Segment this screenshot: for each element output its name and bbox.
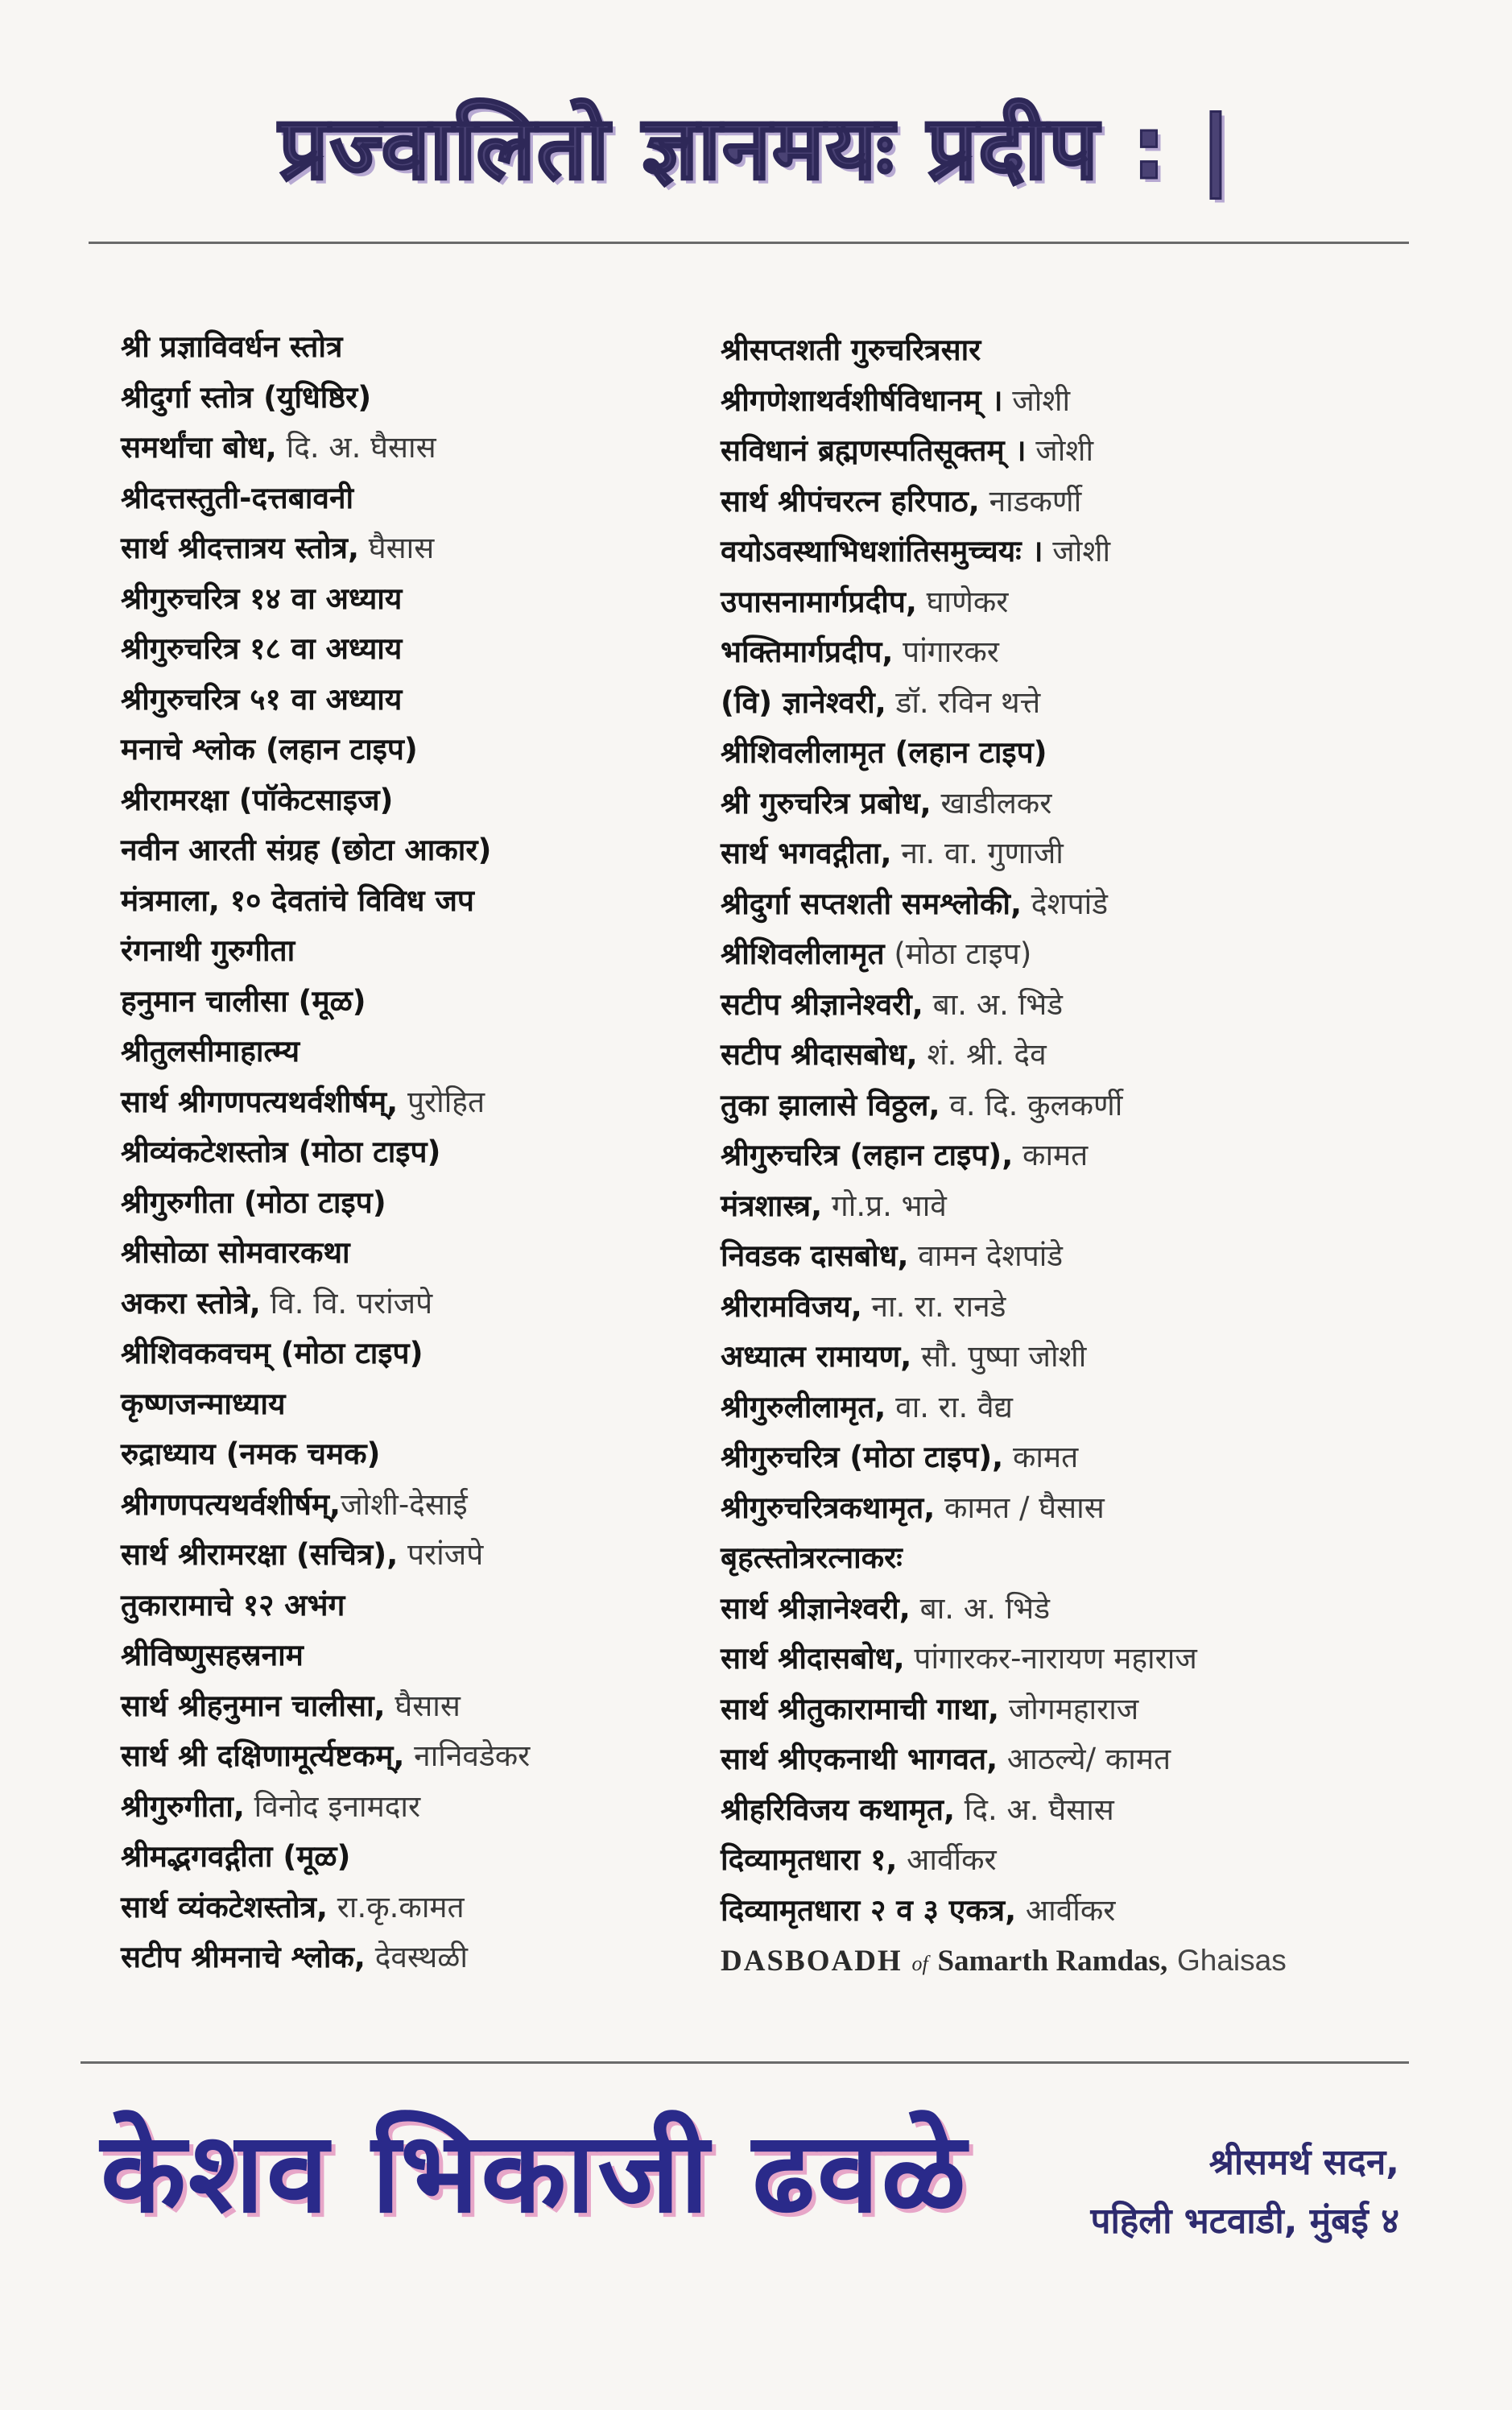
book-entry: [121, 825, 717, 876]
book-title: श्रीसप्तशती गुरुचरित्रसार: [721, 333, 981, 367]
book-author: पांगारकर-नारायण महाराज: [904, 1641, 1197, 1676]
book-title: श्रीव्यंकटेशस्तोत्र (मोठा टाइप): [121, 1135, 441, 1169]
book-entry: [721, 1734, 1445, 1785]
book-entry: [721, 1332, 1445, 1383]
book-entry: [121, 1379, 717, 1430]
book-entry: [121, 1228, 717, 1279]
book-title: बृहत्स्तोत्ररत्नाकरः: [721, 1540, 903, 1575]
book-author: शं. श्री. देव: [917, 1037, 1047, 1072]
book-title: सार्थ भगवद्गीता,: [721, 836, 892, 870]
book-author: (मोठा टाइप): [884, 936, 1032, 971]
book-title: सार्थ श्रीरामरक्षा (सचित्र),: [121, 1537, 399, 1572]
book-author: दि. अ. घैसास: [955, 1792, 1114, 1827]
book-author: ना. रा. रानडे: [861, 1288, 1006, 1324]
book-title: अध्यात्म रामायण,: [721, 1339, 912, 1374]
top-divider: [89, 242, 1409, 244]
book-entry: [121, 1631, 717, 1681]
book-title: श्रीतुलसीमाहात्म्य: [121, 1034, 300, 1069]
book-entry: [121, 322, 717, 373]
book-title: श्रीविष्णुसहस्रनाम: [121, 1638, 304, 1672]
book-title: भक्तिमार्गप्रदीप,: [721, 635, 894, 669]
book-entry: [721, 678, 1445, 729]
book-title: वयोऽवस्थाभिधशांतिसमुच्चयः ।: [721, 534, 1043, 568]
book-entry: [721, 1282, 1445, 1333]
book-entry: [121, 977, 717, 1027]
book-author: बा. अ. भिडे: [923, 986, 1064, 1022]
book-entry: [121, 523, 717, 574]
book-author: वामन देशपांडे: [908, 1238, 1064, 1273]
book-entry: [121, 775, 717, 826]
book-entry: [721, 779, 1445, 829]
book-entry: [721, 1533, 1445, 1584]
book-title: श्रीगुरुगीता (मोठा टाइप): [121, 1184, 386, 1220]
book-author: जोशी: [1043, 534, 1111, 568]
book-author: जोशी: [1026, 433, 1094, 468]
book-entry: [121, 1782, 717, 1833]
book-title: सार्थ श्रीदासबोध,: [721, 1641, 905, 1676]
bottom-divider: [81, 2061, 1409, 2064]
book-title: समर्थांचा बोध,: [121, 430, 277, 465]
book-author: वा. रा. वैद्य: [886, 1389, 1013, 1424]
book-entry: [121, 1681, 717, 1732]
book-author: पांगारकर: [893, 635, 999, 669]
book-author: देशपांडे: [1022, 886, 1109, 921]
book-title: श्रीशिवकवचम् (मोठा टाइप): [121, 1336, 423, 1370]
book-title: सार्थ श्रीज्ञानेश्वरी,: [721, 1590, 911, 1626]
book-entry: [121, 624, 717, 675]
book-title: दिव्यामृतधारा १,: [721, 1842, 898, 1877]
book-title: रुद्राध्याय (नमक चमक): [121, 1436, 381, 1471]
book-entry: [121, 1077, 717, 1128]
book-entry: [721, 879, 1445, 930]
book-title: श्रीगुरुलीलामृत,: [721, 1389, 886, 1424]
book-title: श्रीगुरुचरित्रकथामृत,: [721, 1490, 936, 1525]
book-entry: [121, 1530, 717, 1581]
book-author: ना. वा. गुणाजी: [891, 836, 1064, 870]
address-line-1: श्रीसमर्थ सदन,: [1208, 2142, 1399, 2183]
book-title: सविधानं ब्रह्मणस्पतिसूक्तम् ।: [721, 433, 1027, 468]
book-title: श्रीदत्तस्तुती-दत्तबावनी: [121, 480, 354, 515]
book-author: बा. अ. भिडे: [910, 1590, 1050, 1626]
book-author: नानिवडेकर: [404, 1738, 531, 1773]
book-title: सार्थ श्री दक्षिणामूर्त्यष्टकम्,: [121, 1738, 405, 1773]
book-entry: [121, 1329, 717, 1379]
book-author: परांजपे: [398, 1537, 484, 1572]
book-entry: [721, 1785, 1445, 1836]
book-entry: [721, 1131, 1445, 1181]
book-title: हनुमान चालीसा (मूळ): [121, 983, 366, 1019]
book-entry: [121, 473, 717, 524]
book-title: श्रीमद्भगवद्गीता (मूळ): [121, 1839, 351, 1874]
book-author: विनोद इनामदार: [244, 1788, 421, 1824]
book-entry: [721, 1886, 1445, 1937]
book-title: श्रीगुरुगीता,: [121, 1788, 245, 1824]
book-entry: [721, 1634, 1445, 1685]
book-entry: [721, 1383, 1445, 1433]
left-book-list: [121, 322, 717, 1983]
english-book-entry: [721, 1936, 1445, 1986]
book-entry: [721, 325, 1445, 376]
book-entry: [721, 1181, 1445, 1232]
book-title: कृष्णजन्माध्याय: [121, 1386, 286, 1421]
book-title: तुकारामाचे १२ अभंग: [121, 1587, 345, 1623]
book-entry: [121, 725, 717, 775]
book-author: आर्वीकर: [1016, 1892, 1116, 1928]
book-entry: [121, 1279, 717, 1329]
book-entry: [121, 675, 717, 725]
book-entry: [721, 426, 1445, 477]
book-title: श्रीरामरक्षा (पॉकेटसाइज): [121, 782, 394, 817]
book-entry: [721, 929, 1445, 980]
book-entry: [721, 627, 1445, 678]
book-title: सार्थ श्रीतुकारामाची गाथा,: [721, 1691, 1000, 1726]
book-author: पुरोहित: [398, 1084, 485, 1119]
header-title: प्रज्वालितो ज्ञानमयः प्रदीप : |: [279, 98, 1233, 199]
book-entry: [121, 1731, 717, 1782]
book-author: घाणेकर: [916, 584, 1009, 619]
book-title: उपासनामार्गप्रदीप,: [721, 584, 917, 619]
book-title: मंत्रशास्त्र,: [721, 1188, 823, 1223]
book-author: घैसास: [385, 1688, 461, 1723]
book-entry: [121, 1581, 717, 1631]
book-entry: [121, 423, 717, 473]
book-title: सटीप श्रीमनाचे श्लोक,: [121, 1940, 366, 1974]
book-entry: [721, 1835, 1445, 1886]
book-author: जोशी-देसाई: [341, 1486, 468, 1522]
english-author: Ghaisas: [1176, 1944, 1287, 1977]
book-author: सौ. पुष्पा जोशी: [911, 1339, 1087, 1374]
book-title: दिव्यामृतधारा २ व ३ एकत्र,: [721, 1892, 1017, 1928]
book-entry: [121, 876, 717, 927]
book-author: कामत: [1013, 1138, 1089, 1172]
book-title: सार्थ श्रीएकनाथी भागवत,: [721, 1742, 998, 1776]
book-entry: [721, 829, 1445, 879]
book-title: निवडक दासबोध,: [721, 1238, 909, 1273]
english-of: of: [911, 1952, 928, 1975]
book-author: नाडकर्णी: [979, 483, 1082, 519]
book-author: दि. अ. घैसास: [276, 430, 436, 465]
book-title: श्रीगुरुचरित्र ५१ वा अध्याय: [121, 681, 403, 717]
book-title: सार्थ व्यंकटेशस्तोत्र,: [121, 1889, 328, 1924]
book-author: घैसास: [359, 531, 435, 565]
book-entry: [721, 1030, 1445, 1081]
book-entry: [721, 1483, 1445, 1534]
book-author: गो.प्र. भावे: [822, 1188, 947, 1223]
book-title: तुका झालासे विठ्ठल,: [721, 1087, 940, 1122]
book-title: अकरा स्तोत्रे,: [121, 1285, 261, 1321]
book-author: व. दि. कुलकर्णी: [940, 1087, 1123, 1122]
book-title: श्रीगुरुचरित्र (लहान टाइप),: [721, 1138, 1014, 1172]
book-author: देवस्थळी: [365, 1940, 468, 1974]
book-entry: [121, 574, 717, 625]
book-entry: [721, 1231, 1445, 1282]
book-title: श्रीगुरुचरित्र १८ वा अध्याय: [121, 631, 403, 666]
book-entry: [121, 373, 717, 424]
book-title: सार्थ श्रीपंचरत्न हरिपाठ,: [721, 483, 980, 519]
book-entry: [721, 527, 1445, 577]
book-title: सार्थ श्रीदत्तात्रय स्तोत्र,: [121, 531, 360, 565]
book-title: श्रीगुरुचरित्र (मोठा टाइप),: [721, 1440, 1004, 1474]
book-title: रंगनाथी गुरुगीता: [121, 933, 295, 968]
book-title: श्री प्रज्ञाविवर्धन स्तोत्र: [121, 329, 343, 364]
book-entry: [121, 926, 717, 977]
book-title: श्रीसोळा सोमवारकथा: [121, 1235, 350, 1270]
book-title: सटीप श्रीज्ञानेश्वरी,: [721, 986, 923, 1022]
address-line-2: पहिली भटवाडी, मुंबई ४: [1090, 2200, 1399, 2242]
book-entry: [121, 1027, 717, 1077]
book-title: नवीन आरती संग्रह (छोटा आकार): [121, 833, 492, 867]
book-entry: [721, 477, 1445, 527]
book-entry: [721, 980, 1445, 1031]
book-author: जोशी: [1002, 382, 1071, 418]
book-entry: [121, 1933, 717, 1983]
book-title: श्रीदुर्गा स्तोत्र (युधिष्ठिर): [121, 379, 372, 415]
book-author: जोगमहाराज: [999, 1691, 1139, 1726]
book-entry: [121, 1178, 717, 1229]
book-entry: [721, 1081, 1445, 1131]
book-title: सार्थ श्रीहनुमान चालीसा,: [121, 1688, 386, 1723]
book-author: रा.कृ.कामत: [328, 1889, 465, 1924]
book-entry: [721, 1432, 1445, 1483]
book-title: श्रीगणपत्यथर्वशीर्षम्,: [121, 1486, 341, 1522]
book-author: कामत: [1003, 1440, 1079, 1474]
english-title: DASBOADH: [721, 1945, 903, 1978]
book-title: मंत्रमाला, १० देवतांचे विविध जप: [121, 883, 474, 918]
book-title: श्रीदुर्गा सप्तशती समश्लोकी,: [721, 886, 1022, 921]
book-author: वि. वि. परांजपे: [260, 1285, 433, 1321]
book-title: (वि) ज्ञानेश्वरी,: [721, 684, 886, 720]
book-author: कामत / घैसास: [935, 1490, 1105, 1525]
book-title: श्री गुरुचरित्र प्रबोध,: [721, 785, 932, 821]
book-entry: [121, 1480, 717, 1531]
book-entry: [121, 1127, 717, 1178]
book-entry: [121, 1429, 717, 1480]
book-title: श्रीशिवलीलामृत (लहान टाइप): [721, 735, 1047, 770]
book-title: श्रीगुरुचरित्र १४ वा अध्याय: [121, 581, 403, 616]
book-title: मनाचे श्लोक (लहान टाइप): [121, 732, 418, 767]
english-subject: Samarth Ramdas,: [937, 1945, 1168, 1978]
book-entry: [721, 577, 1445, 628]
book-title: सटीप श्रीदासबोध,: [721, 1037, 918, 1072]
book-title: सार्थ श्रीगणपत्यथर्वशीर्षम्,: [121, 1084, 399, 1119]
book-entry: [721, 1685, 1445, 1735]
publisher-address: [1091, 2134, 1399, 2251]
book-author: खाडीलकर: [931, 785, 1052, 821]
book-title: श्रीगणेशाथर्वशीर्षविधानम् ।: [721, 382, 1003, 418]
book-author: आर्वीकर: [897, 1842, 997, 1877]
book-entry: [121, 1883, 717, 1933]
publisher-name: केशव भिकाजी ढवळे: [101, 2108, 969, 2238]
book-entry: [721, 1584, 1445, 1635]
book-title: श्रीरामविजय,: [721, 1288, 862, 1324]
book-entry: [721, 376, 1445, 427]
book-entry: [721, 728, 1445, 779]
book-author: आठल्ये/ कामत: [998, 1742, 1171, 1776]
book-title: श्रीशिवलीलामृत: [721, 936, 885, 971]
book-author: डॉ. रविन थत्ते: [886, 684, 1041, 720]
right-book-list: [721, 325, 1445, 1986]
book-entry: [121, 1832, 717, 1883]
book-title: श्रीहरिविजय कथामृत,: [721, 1792, 956, 1827]
